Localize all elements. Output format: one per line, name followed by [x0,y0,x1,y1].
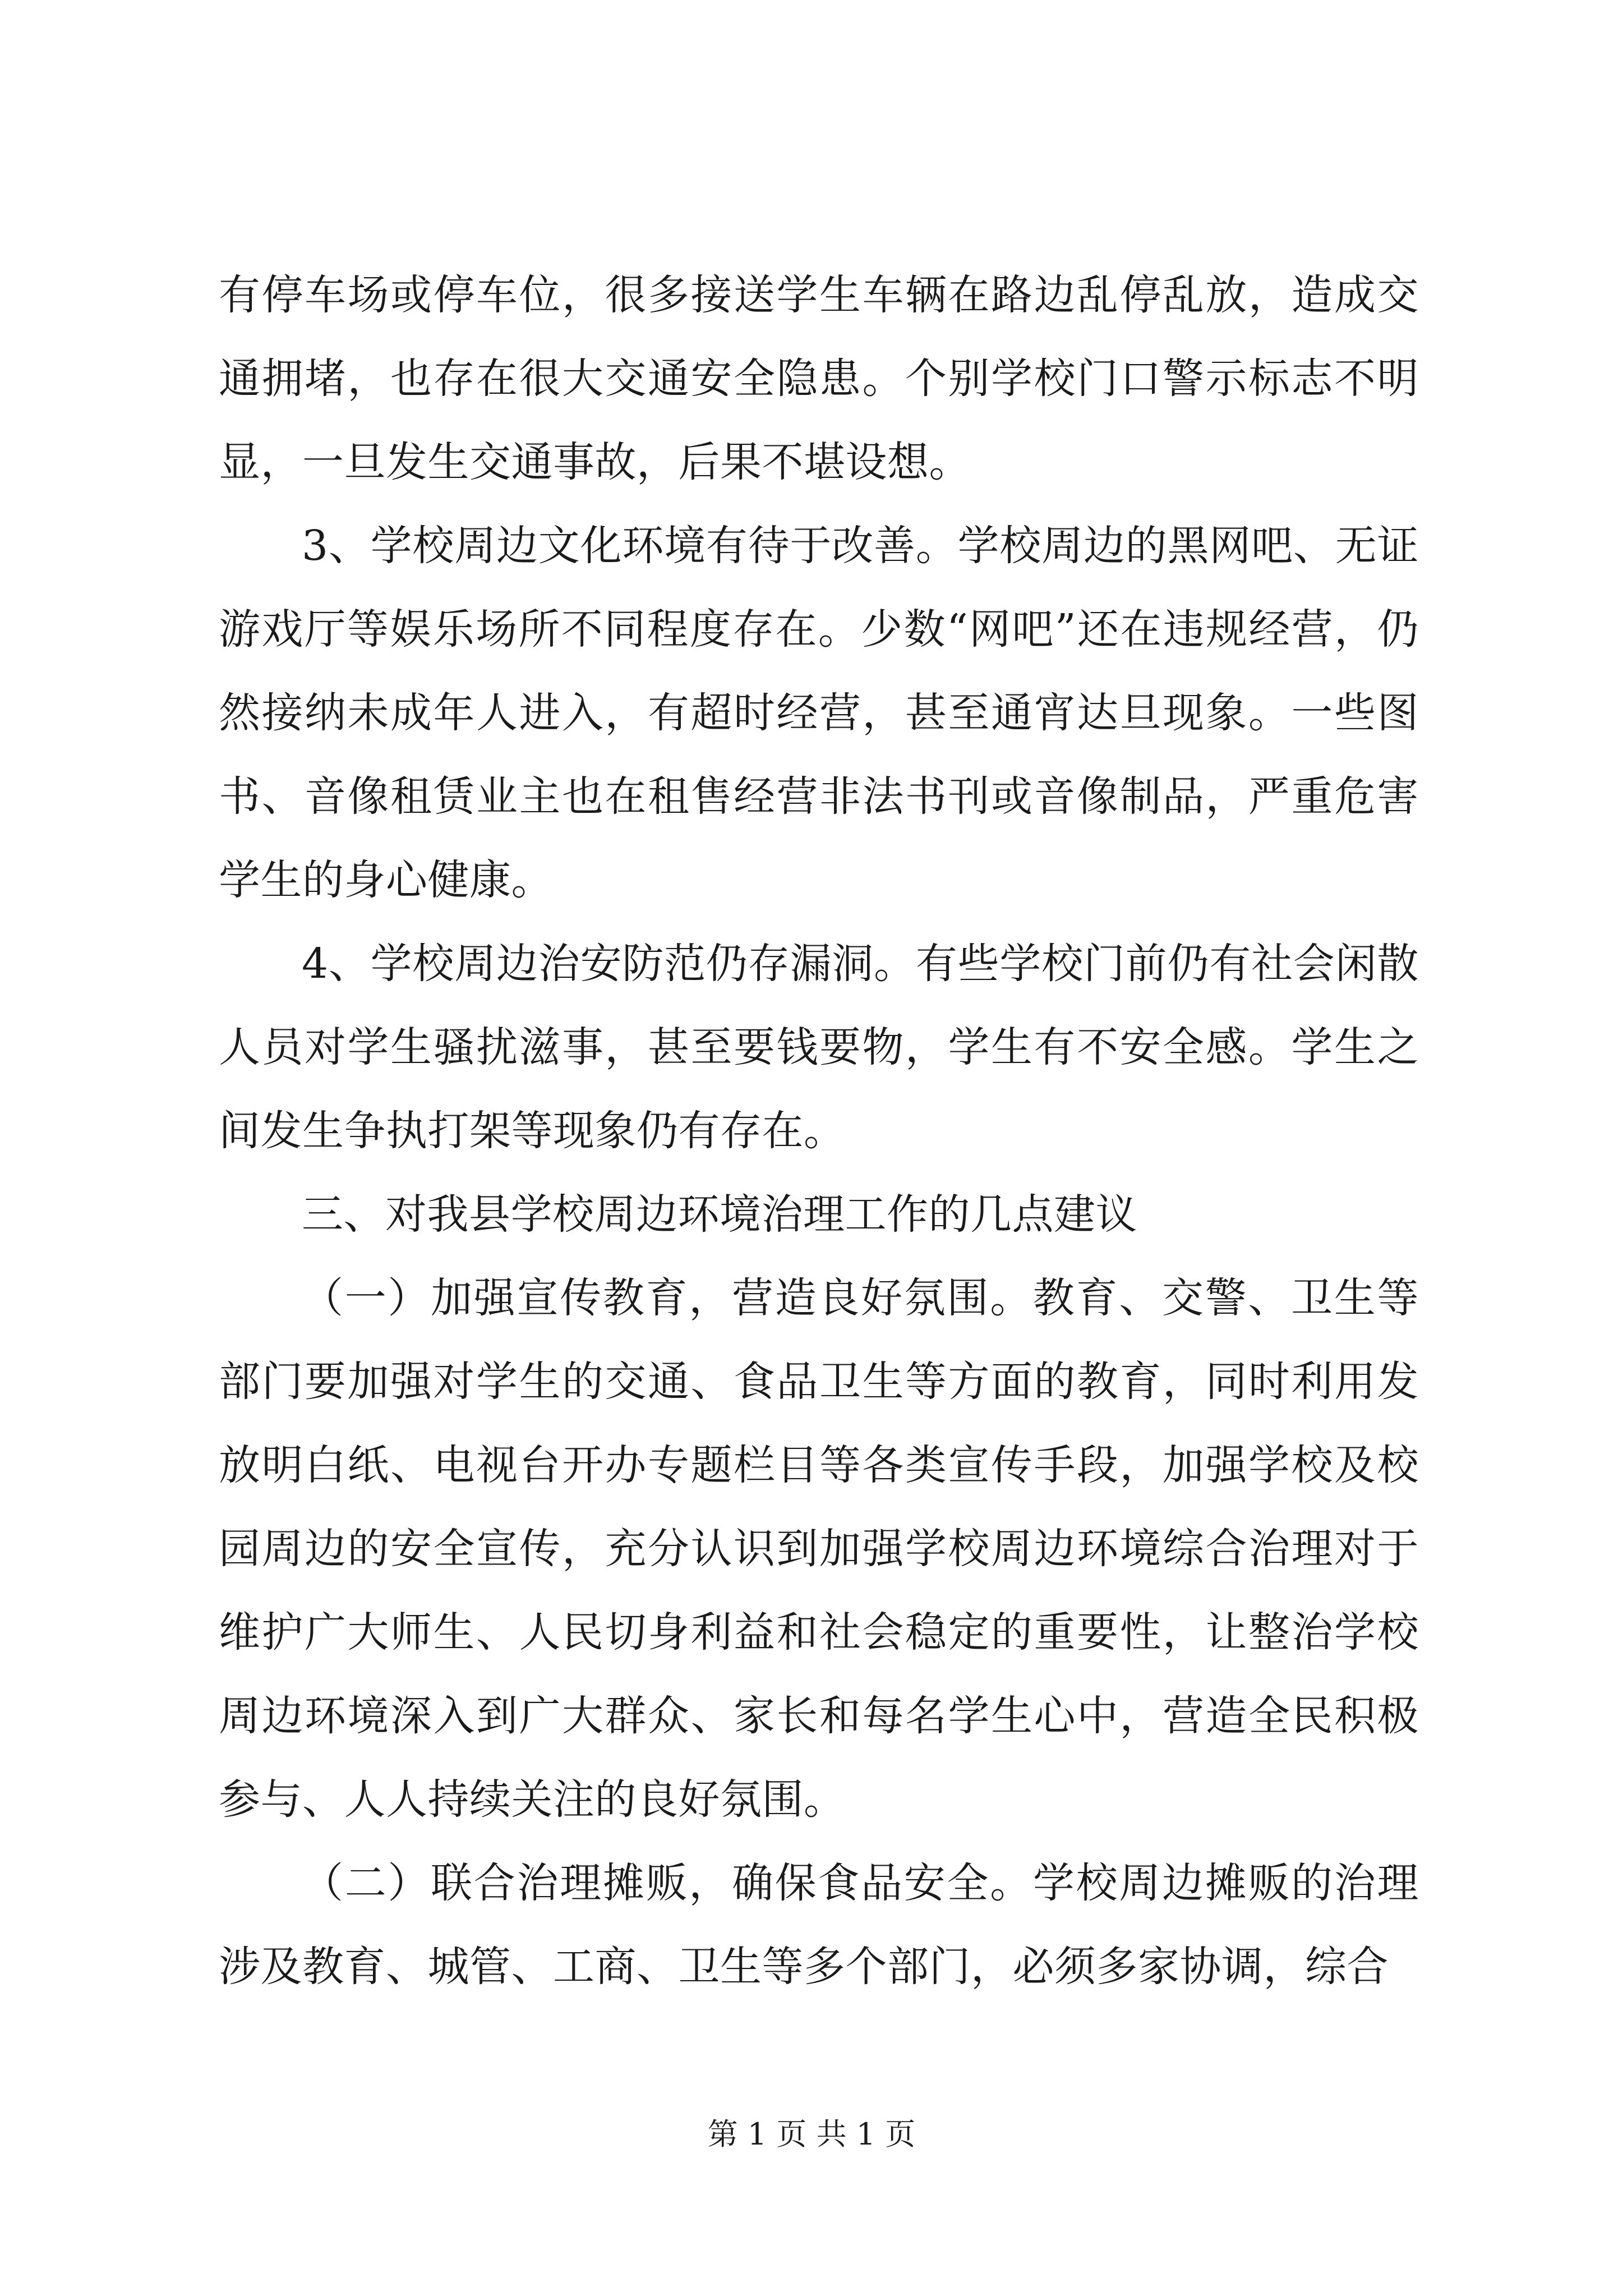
page-number-label: 第 1 页 共 1 页 [707,2116,916,2152]
paragraph-suggestion-2: （二）联合治理摊贩，确保食品安全。学校周边摊贩的治理涉及教育、城管、工商、卫生等多个部门，必须多家协调，综合 [219,1859,1419,1991]
document-body [219,254,1419,2009]
section-heading-3: 三、对我县学校周边环境治理工作的几点建议 [302,1190,1137,1239]
page-footer [0,2115,1623,2154]
paragraph-continuation: 有停车场或停车位，很多接送学生车辆在路边乱停乱放，造成交通拥堵，也存在很大交通安全隐患。个别学校门口警示标志不明显，一旦发生交通事故，后果不堪设想。 [219,271,1419,486]
paragraph-item-3: 3、学校周边文化环境有待于改善。学校周边的黑网吧、无证游戏厅等娱乐场所不同程度存在。少数“网吧”还在违规经营，仍然接纳未成年人进入，有超时经营，甚至通宵达旦现象。一些图书、音像租赁业主也在租售经营非法书刊或音像制品，严重危害学生的身心健康。 [219,522,1419,904]
paragraph-suggestion-1: （一）加强宣传教育，营造良好氛围。教育、交警、卫生等部门要加强对学生的交通、食品卫生等方面的教育，同时利用发放明白纸、电视台开办专题栏目等各类宣传手段，加强学校及校园周边的安全宣传，充分认识到加强学校周边环境综合治理对于维护广大师生、人民切身利益和社会稳定的重要性，让整治学校周边环境深入到广大群众、家长和每名学生心中，营造全民积极参与、人人持续关注的良好氛围。 [219,1274,1419,1824]
paragraph-item-4: 4、学校周边治安防范仍存漏洞。有些学校门前仍有社会闲散人员对学生骚扰滋事，甚至要钱要物，学生有不安全感。学生之间发生争执打架等现象仍有存在。 [219,940,1419,1155]
